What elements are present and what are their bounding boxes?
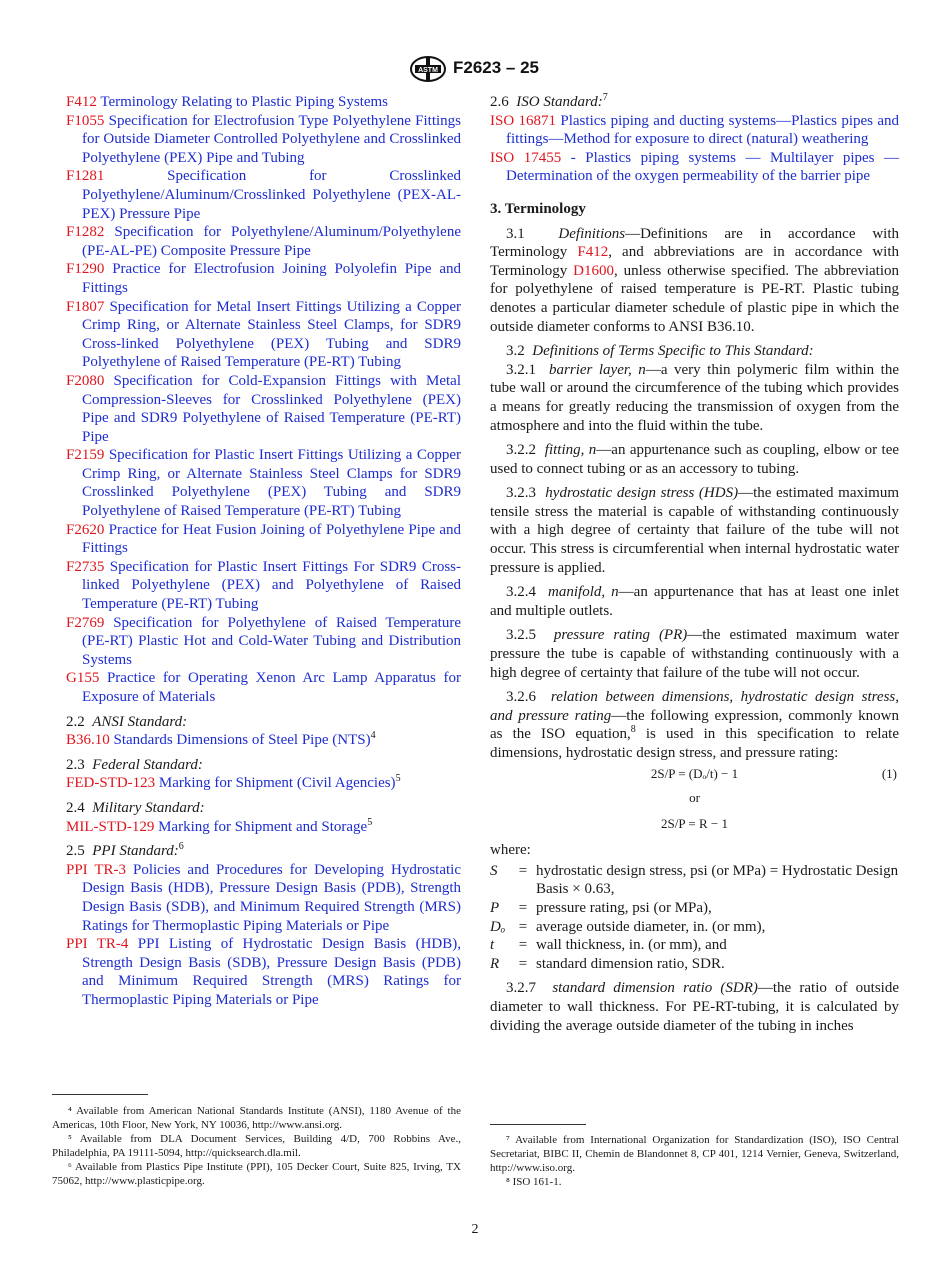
reference-code-link[interactable]: MIL-STD-129 <box>66 818 155 835</box>
reference-item <box>66 558 461 614</box>
paragraph-3-2-6: 3.2.6 relation between dimensions, hydrostatic design stress, and pressure rating—the following expression, commonly known as the ISO equation,$^8$ is used in this specification to relate dimensions, hydrostatic design stress, and pressure rating: <box>490 689 900 761</box>
variable-symbol: Dₒ <box>490 918 506 935</box>
reference-code-link[interactable]: F1281 <box>66 168 105 185</box>
variable-symbol: S <box>490 862 498 879</box>
variable-definitions <box>490 862 899 974</box>
definition-row <box>490 936 899 955</box>
definition-row <box>490 955 899 974</box>
document-id: F2623 – 25 <box>453 58 540 77</box>
section-2-3: 2.3 Federal Standard: FED-STD-123 Marking for Shipment (Civil Agencies)$^5$ <box>66 756 401 792</box>
reference-code-link[interactable]: F2159 <box>66 447 105 464</box>
iso-reference-list <box>490 112 899 186</box>
variable-description: standard dimension ratio, SDR. <box>536 955 725 972</box>
equation-1 <box>490 765 899 787</box>
reference-title-link[interactable]: Practice for Electrofusion Joining Polyolefin Pipe and Fittings <box>82 261 461 296</box>
reference-code-link[interactable]: F412 <box>66 94 97 110</box>
reference-link-f412[interactable]: F412 <box>577 244 609 261</box>
svg-text:ASTM: ASTM <box>418 67 438 74</box>
reference-item <box>66 614 462 670</box>
reference-code-link[interactable]: B36.10 <box>66 732 110 749</box>
footnote: ⁴ Available from American National Standards Institute (ANSI), 1180 Avenue of the Americas, 10th Floor, New York, NY 10036, http://www.ansi.org. <box>52 1105 461 1131</box>
reference-item <box>66 521 461 558</box>
paragraph-3-1: 3.1 Definitions—Definitions are in accordance with Terminology F412, and abbreviations are in accordance with Terminology D1600, unless otherwise specified. The abbreviation for polyethylene of raised temperature is PE-RT. Plastic tubing denotes a particular diameter schedule of plastic pipe in which the outside diameter conforms to ANSI B36.10. <box>490 225 899 335</box>
left-column <box>66 93 461 1010</box>
footnote-rule-left <box>52 1094 148 1095</box>
footnote: ⁵ Available from DLA Document Services, Building 4/D, 700 Robbins Ave., Philadelphia, PA 19111-5094, http://quicksearch.dla.mil. <box>52 1133 461 1159</box>
section-title: PPI Standard: <box>92 843 179 860</box>
section-heading-terminology: 3. Terminology <box>490 200 586 217</box>
footnotes-left <box>52 1104 461 1188</box>
reference-code-link[interactable]: F1055 <box>66 112 105 129</box>
reference-code-link[interactable]: F1807 <box>66 298 105 315</box>
reference-item <box>66 112 462 168</box>
reference-title-link[interactable]: Specification for Electrofusion Type Polyethylene Fittings for Outside Diameter Controlled Polyethylene and Crosslinked Polyethylene (PEX) Pipe and Tubing <box>82 112 462 166</box>
reference-item <box>66 372 461 446</box>
equals-sign: = <box>518 937 528 954</box>
paragraph-3-2-1: 3.2.1 barrier layer, n—a very thin polymeric film within the tube wall or around the circumference of the tubing which provides a means for greatly reducing the transmission of oxygen from the atmosphere and into the fluid within the tube. <box>490 361 900 434</box>
section-title: Federal Standard: <box>92 756 203 773</box>
definition-row <box>490 862 899 899</box>
paragraph-3-2-3: 3.2.3 hydrostatic design stress (HDS)—the estimated maximum tensile stress the material is capable of withstanding continuously with a high degree of certainty that failure of the tube will not occur. This stress is circumferential when internal hydrostatic water pressure is applied. <box>490 485 899 576</box>
reference-code-link[interactable]: F1290 <box>66 261 105 278</box>
variable-symbol: t <box>490 937 495 954</box>
reference-title-link[interactable]: Marking for Shipment (Civil Agencies) <box>158 775 396 792</box>
reference-item <box>490 112 900 149</box>
reference-title-link[interactable]: Practice for Heat Fusion Joining of Polyethylene Pipe and Fittings <box>82 521 461 557</box>
variable-description: average outside diameter, in. (or mm), <box>536 918 766 935</box>
equals-sign: = <box>518 955 528 972</box>
footnote-marker[interactable]: 4 <box>370 730 376 742</box>
reference-title-link[interactable]: Specification for Metal Insert Fittings Utilizing a Copper Crimp Ring, or Alternate Stainless Steel Clamps, for SDR9 Cross-linked Polyethylene (PEX) Tubing and SDR9 Polyethylene of Raised Temperature (PE-RT) Tubing <box>82 298 462 371</box>
reference-code-link[interactable]: F2735 <box>66 558 105 575</box>
section-2-4: 2.4 Military Standard: MIL-STD-129 Marking for Shipment and Storage$^5$ <box>66 799 373 835</box>
footnote: ⁷ Available from International Organization for Standardization (ISO), ISO Central Secretariat, BIBC II, Chemin de Blandonnet 8, CP 401, 1214 Vernier, Geneva, Switzerland, http://www.iso.org. <box>490 1134 899 1174</box>
equals-sign: = <box>518 899 528 916</box>
reference-item <box>66 93 461 112</box>
footnote-marker[interactable]: 8 <box>630 724 636 736</box>
section-2-2: 2.2 ANSI Standard: B36.10 Standards Dimensions of Steel Pipe (NTS)$^4$ <box>66 713 376 749</box>
reference-link-d1600[interactable]: D1600 <box>573 262 615 279</box>
equation-or: or <box>689 789 700 805</box>
reference-item <box>66 223 461 260</box>
reference-code-link[interactable]: ISO 16871 <box>490 112 557 129</box>
equation-number: (1) <box>881 765 897 781</box>
reference-title-link[interactable]: Practice for Operating Xenon Arc Lamp Apparatus for Exposure of Materials <box>82 670 462 705</box>
reference-item <box>490 149 900 186</box>
reference-title-link[interactable]: Policies and Procedures for Developing Hydrostatic Design Basis (HDB), Pressure Design Basis (PDB), Strength Design Basis (SDB), and Minimum Required Strength (MRS) Ratings for Thermoplastic Piping Materials or Pipe <box>82 861 461 934</box>
footnote-marker[interactable]: 5 <box>367 816 373 828</box>
reference-list-a <box>66 93 461 707</box>
footnote-marker[interactable]: 6 <box>178 841 184 853</box>
reference-title-link[interactable]: PPI Listing of Hydrostatic Design Basis (HDB), Strength Design Basis (SDB), Pressure Design Basis (PDB) and Minimum Required Strength (MRS) Ratings for Thermoplastic Piping Materials or Pipe <box>82 936 461 1008</box>
paragraph-3-2: 3.2 Definitions of Terms Specific to This Standard: <box>506 343 814 360</box>
paragraph-3-2-4: 3.2.4 manifold, n—an appurtenance that has at least one inlet and multiple outlets. <box>490 584 900 619</box>
equation-text: 2S/P = R − 1 <box>661 816 728 832</box>
section-2-5: 2.5 PPI Standard:$^6$ PPI TR-3 Policies and Procedures for Developing Hydrostatic Design Basis (HDB), Pressure Design Basis (PDB), Strength Design Basis (SDB), and Minimum Required Strength (MRS) Ratings for Thermoplastic Piping Materials or Pipe PPI TR-4 PPI Listing of Hydrostatic Design Basis (HDB), Strength Design Basis (SDB), Pressure Design Basis (PDB) and Minimum Required Strength (MRS) Ratings for Thermoplastic Piping Materials or Pipe <box>66 841 461 1008</box>
reference-title-link[interactable]: Specification for Plastic Insert Fittings For SDR9 Cross-linked Polyethylene (PEX) and Polyethylene of Raised Temperature (PE-RT) Tubing <box>82 558 461 613</box>
reference-code-link[interactable]: F2769 <box>66 614 105 631</box>
reference-title-link[interactable]: Specification for Polyethylene/Aluminum/Polyethylene (PE-AL-PE) Composite Pressure Pipe <box>82 224 461 259</box>
page-number: 2 <box>471 1222 479 1237</box>
variable-description: wall thickness, in. (or mm), and <box>536 937 727 954</box>
reference-code-link[interactable]: F2080 <box>66 372 105 389</box>
definition-row <box>490 918 899 937</box>
footnote: ⁶ Available from Plastics Pipe Institute (PPI), 105 Decker Court, Suite 825, Irving, TX 75062, http://www.plasticpipe.org. <box>52 1161 461 1187</box>
reference-title-link[interactable]: Plastics piping and ducting systems—Plastics pipes and fittings—Method for exposure to direct (natural) weathering <box>506 112 900 148</box>
footnote: ⁸ ISO 161-1. <box>506 1176 562 1188</box>
footnotes-right <box>490 1133 899 1189</box>
reference-title-link[interactable]: Marking for Shipment and Storage <box>158 818 368 835</box>
reference-code-link[interactable]: PPI TR-4 <box>66 936 129 953</box>
reference-title-link[interactable]: Terminology Relating to Plastic Piping Systems <box>100 94 389 110</box>
variable-symbol: R <box>490 955 500 972</box>
reference-title-link[interactable]: Standards Dimensions of Steel Pipe (NTS) <box>113 732 371 749</box>
reference-code-link[interactable]: FED-STD-123 <box>66 775 156 792</box>
reference-item <box>66 260 461 297</box>
reference-item <box>66 935 461 1009</box>
where-label: where: <box>490 842 531 859</box>
footnote-rule-right <box>490 1124 586 1125</box>
footnote-marker[interactable]: 7 <box>602 92 608 103</box>
reference-title-link[interactable]: Specification for Cold-Expansion Fittings with Metal Compression-Sleeves for Crosslinked Polyethylene (PEX) Pipe and SDR9 Polyethylene of Raised Temperature (PE-RT) Pipe <box>82 372 461 445</box>
definition-row <box>490 899 899 918</box>
ppi-reference-list <box>66 861 461 1010</box>
equation-text: 2S/P = (Dₒ/t) − 1 <box>650 765 739 781</box>
reference-code-link[interactable]: ISO 17455 <box>490 149 562 166</box>
reference-title-link[interactable]: - Plastics piping systems — Multilayer pipes — Determination of the oxygen permeability of the barrier pipe <box>506 149 900 185</box>
astm-logo-icon <box>409 56 447 82</box>
reference-code-link[interactable]: PPI TR-3 <box>66 861 127 878</box>
footnote-marker[interactable]: 5 <box>395 773 401 785</box>
paragraph-3-2-7: 3.2.7 standard dimension ratio (SDR)—the ratio of outside diameter to wall thickness. For PE-RT-tubing, it is calculated by dividing the average outside diameter of the tubing in inches <box>490 980 899 1034</box>
reference-item <box>66 167 462 223</box>
section-2-6: 2.6 ISO Standard:$^7$ ISO 16871 Plastics piping and ducting systems—Plastics pipes and fittings—Method for exposure to direct (natural) weathering ISO 17455 - Plastics piping systems — Multilayer pipes — Determination of the oxygen permeability of the barrier pipe <box>490 92 900 185</box>
reference-code-link[interactable]: F2620 <box>66 521 105 538</box>
paragraph-3-2-5: 3.2.5 pressure rating (PR)—the estimated maximum water pressure the tube is capable of withstanding continuously with a high degree of certainty that failure of the tube will not occur. <box>490 627 899 681</box>
page-header <box>0 56 950 84</box>
paragraph-3-2-2: 3.2.2 fitting, n—an appurtenance such as coupling, elbow or tee used to connect tubing or as an accessory to tubing. <box>490 442 900 477</box>
reference-item <box>66 298 462 372</box>
right-column <box>490 93 899 1041</box>
section-title: ISO Standard: <box>516 94 603 110</box>
reference-title-link[interactable]: Specification for Plastic Insert Fittings Utilizing a Copper Crimp Ring, or Alternate Stainless Steel Clamps for SDR9 Crosslinked Polyethylene (PEX) Tubing and SDR9 Polyethylene of Raised Temperature (PE-RT) Tubing <box>82 447 461 520</box>
variable-symbol: P <box>490 899 500 916</box>
reference-code-link[interactable]: G155 <box>66 670 100 687</box>
reference-item <box>66 446 461 520</box>
section-title: ANSI Standard: <box>92 713 188 730</box>
reference-title-link[interactable]: Specification for Polyethylene of Raised Temperature (PE-RT) Plastic Hot and Cold-Water Tubing and Distribution Systems <box>82 614 462 668</box>
equals-sign: = <box>518 862 528 879</box>
equals-sign: = <box>518 918 528 935</box>
section-title: Military Standard: <box>92 799 205 816</box>
reference-title-link[interactable]: Specification for Crosslinked Polyethylene/Aluminum/Crosslinked Polyethylene (PEX-AL-PEX) Pressure Pipe <box>82 168 462 222</box>
reference-item <box>66 669 462 706</box>
reference-code-link[interactable]: F1282 <box>66 224 105 241</box>
equation-2 <box>490 815 899 837</box>
variable-description: pressure rating, psi (or MPa), <box>536 899 712 916</box>
reference-item <box>66 861 461 935</box>
variable-description: hydrostatic design stress, psi (or MPa) = Hydrostatic Design Basis × 0.63, <box>536 862 899 898</box>
